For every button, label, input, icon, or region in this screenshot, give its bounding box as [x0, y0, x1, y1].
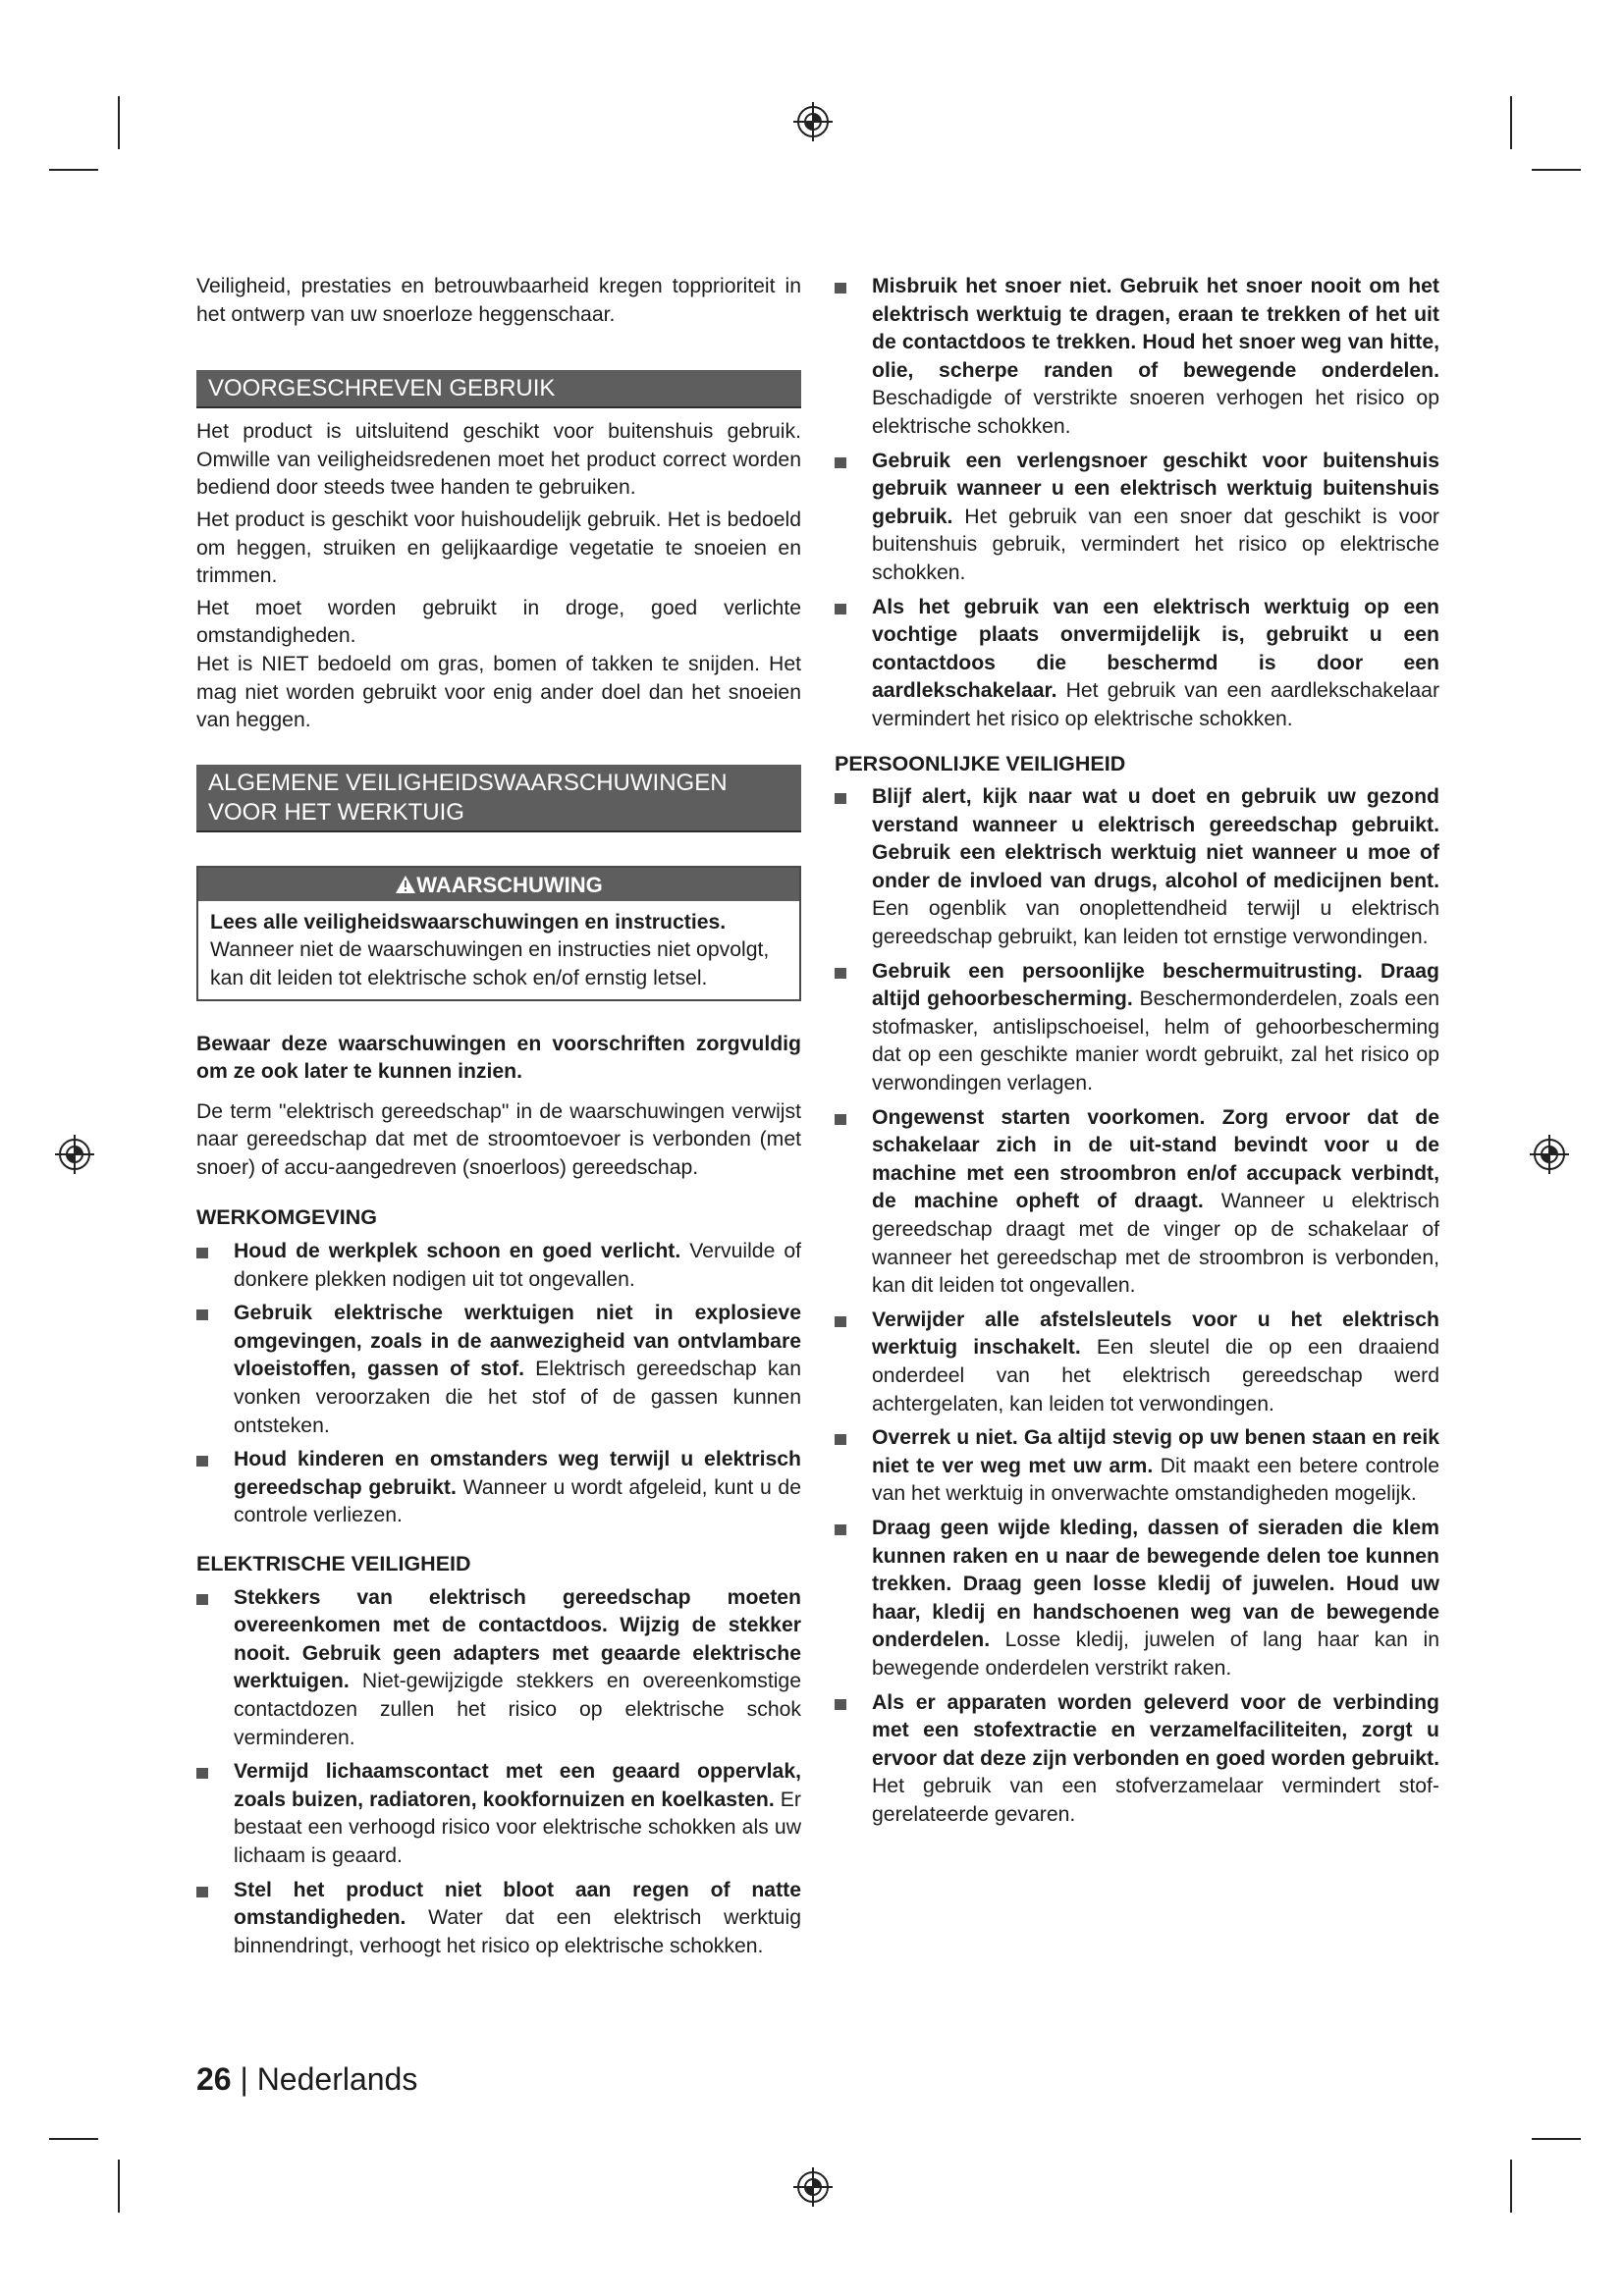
list-item-text: Water dat een elektrisch werktuig binnendringt, verhoogt het risico op elektrische schokken.	[234, 1906, 801, 1957]
intended-use-p2: Het product is geschikt voor huishoudelijk gebruik. Het is bedoeld om heggen, struiken en gelijkaardige vegetatie te snoeien en trimmen.	[196, 507, 801, 588]
footer-separator: |	[240, 2061, 248, 2097]
list-item	[835, 1515, 1439, 1683]
left-column	[196, 273, 801, 1966]
list-item	[835, 1307, 1439, 1418]
list-item	[835, 1104, 1439, 1301]
intended-use-p1: Het product is uitsluitend geschikt voor buitenshuis gebruik. Omwille van veiligheidsredenen moet het product correct worden bediend door steeds twee handen te gebruiken.	[196, 420, 801, 500]
list-item-bold: Houd de werkplek schoon en goed verlicht.	[234, 1240, 681, 1263]
list-item-text: Het gebruik van een aardlekschakelaar vermindert het risico op elektrische schokken.	[872, 679, 1439, 730]
term-definition: De term "elektrisch gereedschap" in de waarschuwingen verwijst naar gereedschap dat met de stroomtoevoer is verbonden (met snoer) of accu-aangedreven (snoerloos) gereedschap.	[196, 1099, 801, 1179]
right-column	[835, 273, 1439, 1835]
warning-text: Wanneer niet de waarschuwingen en instructies niet opvolgt, kan dit leiden tot elektrische schok en/of ernstig letsel.	[210, 938, 770, 989]
list-item-text: Het gebruik van een stofverzamelaar vermindert stof-gerelateerde gevaren.	[872, 1775, 1439, 1826]
registration-mark-icon	[1528, 1133, 1571, 1176]
list-item-text: Het gebruik van een snoer dat geschikt is voor buitenshuis gebruik, vermindert het risico op elektrische schokken.	[872, 505, 1439, 584]
list-item-bold: Overrek u niet. Ga altijd stevig op uw benen staan en reik niet te ver weg met uw arm.	[872, 1426, 1439, 1477]
page-number: 26	[196, 2061, 232, 2097]
warning-bold-text: Lees alle veiligheidswaarschuwingen en instructies.	[210, 910, 727, 934]
list-item-bold: Als het gebruik van een elektrisch werktuig op een vochtige plaats onvermijdelijk is, gebruikt u een contactdoos die beschermd is door een aardlekschakelaar.	[872, 595, 1439, 703]
crop-mark	[1532, 169, 1581, 171]
crop-mark	[118, 2160, 120, 2213]
intended-use-p3: Het moet worden gebruikt in droge, goed verlichte omstandigheden.	[196, 596, 801, 648]
section-title-intended-use: VOORGESCHREVEN GEBRUIK	[196, 370, 801, 408]
list-item	[835, 594, 1439, 734]
list-item-text: Niet-gewijzigde stekkers en overeenkomstige contactdozen zullen het risico op elektrische schok verminderen.	[234, 1670, 801, 1749]
subheading-work-area: WERKOMGEVING	[196, 1205, 377, 1230]
warning-box	[196, 866, 801, 1001]
list-item-bold: Gebruik een verlengsnoer geschikt voor buitenshuis gebruik wanneer u een elektrisch werktuig buitenshuis gebruik.	[872, 449, 1439, 528]
list-item-bold: Als er apparaten worden geleverd voor de verbinding met een stofextractie en verzamelfaciliteiten, zorgt u ervoor dat deze zijn verbonden en goed worden gebruikt.	[872, 1690, 1439, 1770]
list-item-text: Een ogenblik van onoplettendheid terwijl u elektrisch gereedschap gebruikt, kan leiden tot ernstige verwondingen.	[872, 897, 1439, 949]
warning-title: WAARSCHUWING	[416, 872, 603, 897]
list-item-bold: Houd kinderen en omstanders weg terwijl u elektrisch gereedschap gebruikt.	[234, 1448, 801, 1499]
list-item-text: Vervuilde of donkere plekken nodigen uit tot ongevallen.	[234, 1240, 801, 1291]
list-item	[835, 1689, 1439, 1830]
registration-mark-icon	[791, 2165, 835, 2209]
list-item-text: Een sleutel die op een draaiend onderdeel van het elektrisch gereedschap werd achtergelaten, kan leiden tot verwondingen.	[872, 1336, 1439, 1415]
subheading-personal-safety: PERSOONLIJKE VEILIGHEID	[835, 751, 1126, 775]
list-item-bold: Stel het product niet bloot aan regen of natte omstandigheden.	[234, 1878, 801, 1930]
crop-mark	[1510, 96, 1512, 149]
list-item	[196, 1584, 801, 1753]
subheading-electrical-safety: ELEKTRISCHE VEILIGHEID	[196, 1552, 471, 1575]
section-title-general-safety	[196, 765, 801, 832]
list-item	[196, 1758, 801, 1870]
crop-mark	[1510, 2160, 1512, 2213]
list-item-text: Wanneer u wordt afgeleid, kunt u de controle verliezen.	[234, 1475, 801, 1527]
list-item-bold: Gebruik een persoonlijke beschermuitrusting. Draag altijd gehoorbescherming.	[872, 959, 1439, 1011]
warning-header	[198, 868, 799, 901]
list-item-text: Beschadigde of verstrikte snoeren verhogen het risico op elektrische schokken.	[872, 387, 1439, 438]
list-item	[835, 1424, 1439, 1509]
list-item-bold: Verwijder alle afstelsleutels voor u het elektrisch werktuig inschakelt.	[872, 1308, 1439, 1360]
list-item-bold: Vermijd lichaamscontact met een geaard oppervlak, zoals buizen, radiatoren, kookfornuizen en koelkasten.	[234, 1760, 801, 1811]
list-item	[835, 958, 1439, 1098]
list-item-text: Elektrisch gereedschap kan vonken veroorzaken die het stof of de gassen kunnen ontsteken.	[234, 1358, 802, 1437]
crop-mark	[49, 169, 98, 171]
list-item	[196, 1300, 801, 1440]
registration-mark-icon	[791, 100, 835, 143]
list-item-text: Wanneer u elektrisch gereedschap draagt met de vinger op de schakelaar of wanneer het gereedschap met de stroombron is verbonden, kan dit leiden tot ongevallen.	[872, 1190, 1440, 1298]
list-item-bold: Gebruik elektrische werktuigen niet in explosieve omgevingen, zoals in de aanwezigheid van ontvlambare vloeistoffen, gassen of stof.	[234, 1302, 801, 1381]
list-item-text: Losse kledij, juwelen of lang haar kan in bewegende onderdelen verstrikt raken.	[872, 1629, 1439, 1680]
list-item-bold: Blijf alert, kijk naar wat u doet en gebruik uw gezond verstand wanneer u elektrisch gereedschap gebruikt. Gebruik een elektrisch werktuig niet wanneer u moe of onder de invloed van drugs, alcohol of medicijnen bent.	[872, 785, 1439, 892]
list-item-bold: Misbruik het snoer niet. Gebruik het snoer nooit om het elektrisch werktuig te dragen, eraan te trekken of het uit de contactdoos te trekken. Houd het snoer weg van hitte, olie, scherpe randen of bewegende onderdelen.	[872, 275, 1439, 382]
crop-mark	[1532, 2138, 1581, 2140]
list-item	[196, 1238, 801, 1294]
list-item	[835, 273, 1439, 442]
warning-triangle-icon	[395, 875, 416, 894]
footer-language: Nederlands	[256, 2061, 418, 2097]
list-item-bold: Draag geen wijde kleding, dassen of sieraden die klem kunnen raken en u naar de bewegende delen toe kunnen trekken. Draag geen losse kledij of juwelen. Houd uw haar, kledij en handschoenen weg van de bewegende onderdelen.	[872, 1516, 1439, 1652]
list-item-bold: Stekkers van elektrisch gereedschap moeten overeenkomen met de contactdoos. Wijzig de stekker nooit. Gebruik geen adapters met geaarde elektrische werktuigen.	[234, 1585, 801, 1693]
list-item-text: Er bestaat een verhoogd risico voor elektrische schokken als uw lichaam is geaard.	[234, 1788, 801, 1867]
list-item	[196, 1877, 801, 1961]
crop-mark	[118, 96, 120, 149]
list-item-text: Beschermonderdelen, zoals een stofmasker, antislipschoeisel, helm of gehoorbescherming dat op een geschikte manier wordt gebruikt, zal het risico op verwondingen verlagen.	[872, 988, 1440, 1095]
section-title-line: VOOR HET WERKTUIG	[208, 798, 464, 826]
intended-use-p4: Het is NIET bedoeld om gras, bomen of takken te snijden. Het mag niet worden gebruikt voor enig ander doel dan het snoeien van heggen.	[196, 652, 801, 732]
list-item-bold: Ongewenst starten voorkomen. Zorg ervoor dat de schakelaar zich in de uit-stand bevindt voor u de machine met een stroombron en/of accupack verbindt, de machine opheft of draagt.	[872, 1105, 1439, 1213]
list-item-text: Dit maakt een betere controle van het werktuig in onverwachte omstandigheden mogelijk.	[872, 1454, 1440, 1506]
list-item	[196, 1446, 801, 1530]
list-item	[835, 448, 1439, 588]
keep-instructions-note: Bewaar deze waarschuwingen en voorschriften zorgvuldig om ze ook later te kunnen inzien.	[196, 1032, 801, 1084]
list-item	[835, 783, 1439, 952]
crop-mark	[49, 2138, 98, 2140]
intro-text: Veiligheid, prestaties en betrouwbaarheid kregen topprioriteit in het ontwerp van uw snoerloze heggenschaar.	[196, 275, 801, 326]
registration-mark-icon	[53, 1133, 96, 1176]
page-footer	[196, 2061, 417, 2098]
section-title-line: ALGEMENE VEILIGHEIDSWAARSCHUWINGEN	[208, 769, 728, 796]
warning-body	[198, 901, 799, 999]
